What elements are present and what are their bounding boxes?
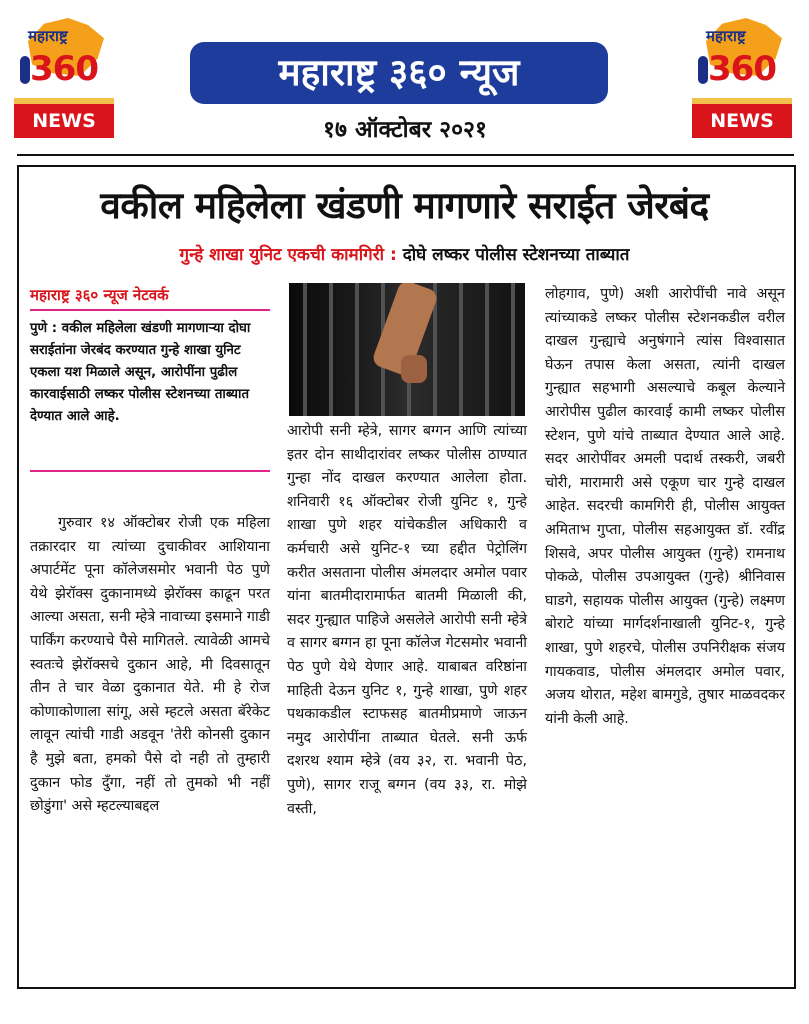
- logo-number: 360: [708, 49, 776, 89]
- logo-state-text: महाराष्ट्र: [706, 27, 746, 45]
- column-3-text: लोहगाव, पुणे) अशी आरोपींची नावे असून त्यांच्याकडे लष्कर पोलीस स्टेशनकडील वरील दाखल गुन्ह्याचे अनुषंगाने त्यांस विश्वासात घेऊन तपास केला असता, त्यांनी दाखल गुन्ह्यात सहभागी असल्याचे कबूल केल्याने आरोपीस पुढील कारवाई कामी लष्कर पोलीस स्टेशन, पुणे यांचे ताब्यात देण्यात आले आहे. सदर आरोपींवर अमली पदार्थ तस्करी, जबरी चोरी, मारामारी असे एकूण चार गुन्हे दाखल आहेत. सदरची कामगिरी ही, पोलीस आयुक्त अमिताभ गुप्ता, पोलीस सहआयुक्त डॉ. रवींद्र शिसवे, अपर पोलीस आयुक्त (गुन्हे) रामनाथ पोकळे, पोलीस उपआयुक्त (गुन्हे) श्रीनिवास घाडगे, सहायक पोलीस आयुक्त (गुन्हे) लक्ष्मण बोराटे यांच्या मार्गदर्शनाखाली युनिट-१, गुन्हे शाखा, पुणे शहरचे, पोलीस उपनिरीक्षक संजय गायकवाड, पोलीस अंमलदार अमोल पवार, अजय थोरात, महेश बामगुडे, तुषार माळवदकर यांनी केली आहे.: [545, 286, 785, 727]
- subhead-highlight: गुन्हे शाखा युनिट एकची कामगिरी :: [179, 245, 397, 265]
- byline: महाराष्ट्र ३६० न्यूज नेटवर्क: [30, 286, 169, 304]
- subhead-text: दोघे लष्कर पोलीस स्टेशनच्या ताब्यात: [396, 245, 630, 265]
- logo-news-bar: NEWS: [692, 104, 792, 138]
- article-column-3: [545, 283, 785, 731]
- logo-right: [692, 18, 792, 140]
- logo-state-text: महाराष्ट्र: [28, 27, 68, 45]
- article-column-2: [287, 420, 527, 821]
- header-divider: [17, 154, 794, 156]
- microphone-icon: [698, 56, 708, 84]
- jail-bars-photo: [289, 283, 525, 416]
- byline-divider: [30, 309, 270, 311]
- microphone-icon: [20, 56, 30, 84]
- logo-left: [14, 18, 114, 140]
- column-2-text: आरोपी सनी म्हेत्रे, सागर बग्गन आणि त्यांच्या इतर दोन साथीदारांवर लष्कर पोलीस ठाण्यात गुन्हा नोंद दाखल करण्यात आलेला होता. शनिवारी १६ ऑक्टोबर रोजी युनिट १, गुन्हे शाखा पुणे शहर यांचेकडील अधिकारी व कर्मचारी असे युनिट-१ च्या हद्दीत पेट्रोलिंग करीत असताना पोलीस अंमलदार अमोल पवार यांना बातमीदारामार्फत बातमी मिळाली की, सदर गुन्ह्यात पाहिजे असलेले आरोपी सनी म्हेत्रे व सागर बग्गन हा पूना कॉलेज गेटसमोर भवानी पेठ पुणे येथे येणार आहे. याबाबत वरिष्ठांना माहिती देऊन युनिट १, गुन्हे शाखा, पुणे शहर पथकाकडील स्टाफसह बातमीप्रमाणे जाऊन नमुद आरोपींना ताब्यात घेतले. सनी ऊर्फ दशरथ श्याम म्हेत्रे (वय ३२, रा. भवानी पेठ, पुणे), सागर राजू बग्गन (वय ३३, रा. मोझे वस्ती,: [287, 423, 527, 817]
- lead-paragraph: पुणे : वकील महिलेला खंडणी मागणाऱ्या दोघा सराईतांना जेरबंद करण्यात गुन्हे शाखा युनिट एकला यश मिळाले असून, आरोपींना पुढील कारवाईसाठी लष्कर पोलीस स्टेशनच्या ताब्यात देण्यात आले आहे.: [30, 321, 251, 424]
- headline: वकील महिलेला खंडणी मागणारे सराईत जेरबंद: [100, 184, 709, 227]
- lead-divider: [30, 470, 270, 472]
- subheadline: [22, 242, 787, 265]
- logo-news-bar: NEWS: [14, 104, 114, 138]
- hand-graphic: [401, 355, 427, 383]
- masthead-title: महाराष्ट्र ३६० न्यूज: [190, 42, 608, 104]
- issue-date: १७ ऑक्टोबर २०२१: [323, 117, 487, 143]
- article-column-1: [30, 512, 270, 819]
- logo-number: 360: [30, 49, 98, 89]
- column-1-text: गुरुवार १४ ऑक्टोबर रोजी एक महिला तक्रारदार या त्यांच्या दुचाकीवर आशियाना अपार्टमेंट पूना कॉलेजसमोर भवानी पेठ पुणे येथे झेरॉक्स दुकानामध्ये झेरॉक्स काढून परत आल्या असता, सनी म्हेत्रे नावाच्या इसमाने गाडी पार्किंग करण्याचे पैसे मागितले. त्यावेळी आमचे स्वतःचे झेरॉक्सचे दुकान आहे, मी दिवसातून तीन ते चार वेळा दुकानात येते. मी हे रोज कोणाकोणाला सांगू, असे म्हटले असता बॅरेकेट लावून त्यांची गाडी अडवून 'तेरी कोनसी दुकान है मुझे बता, हमको पैसे दो नही तो तुम्हारी दुकान फोड दुँगा, नहीं तो तुमको भी नहीं छोडुंगा' असे म्हटल्याबद्दल: [30, 515, 270, 815]
